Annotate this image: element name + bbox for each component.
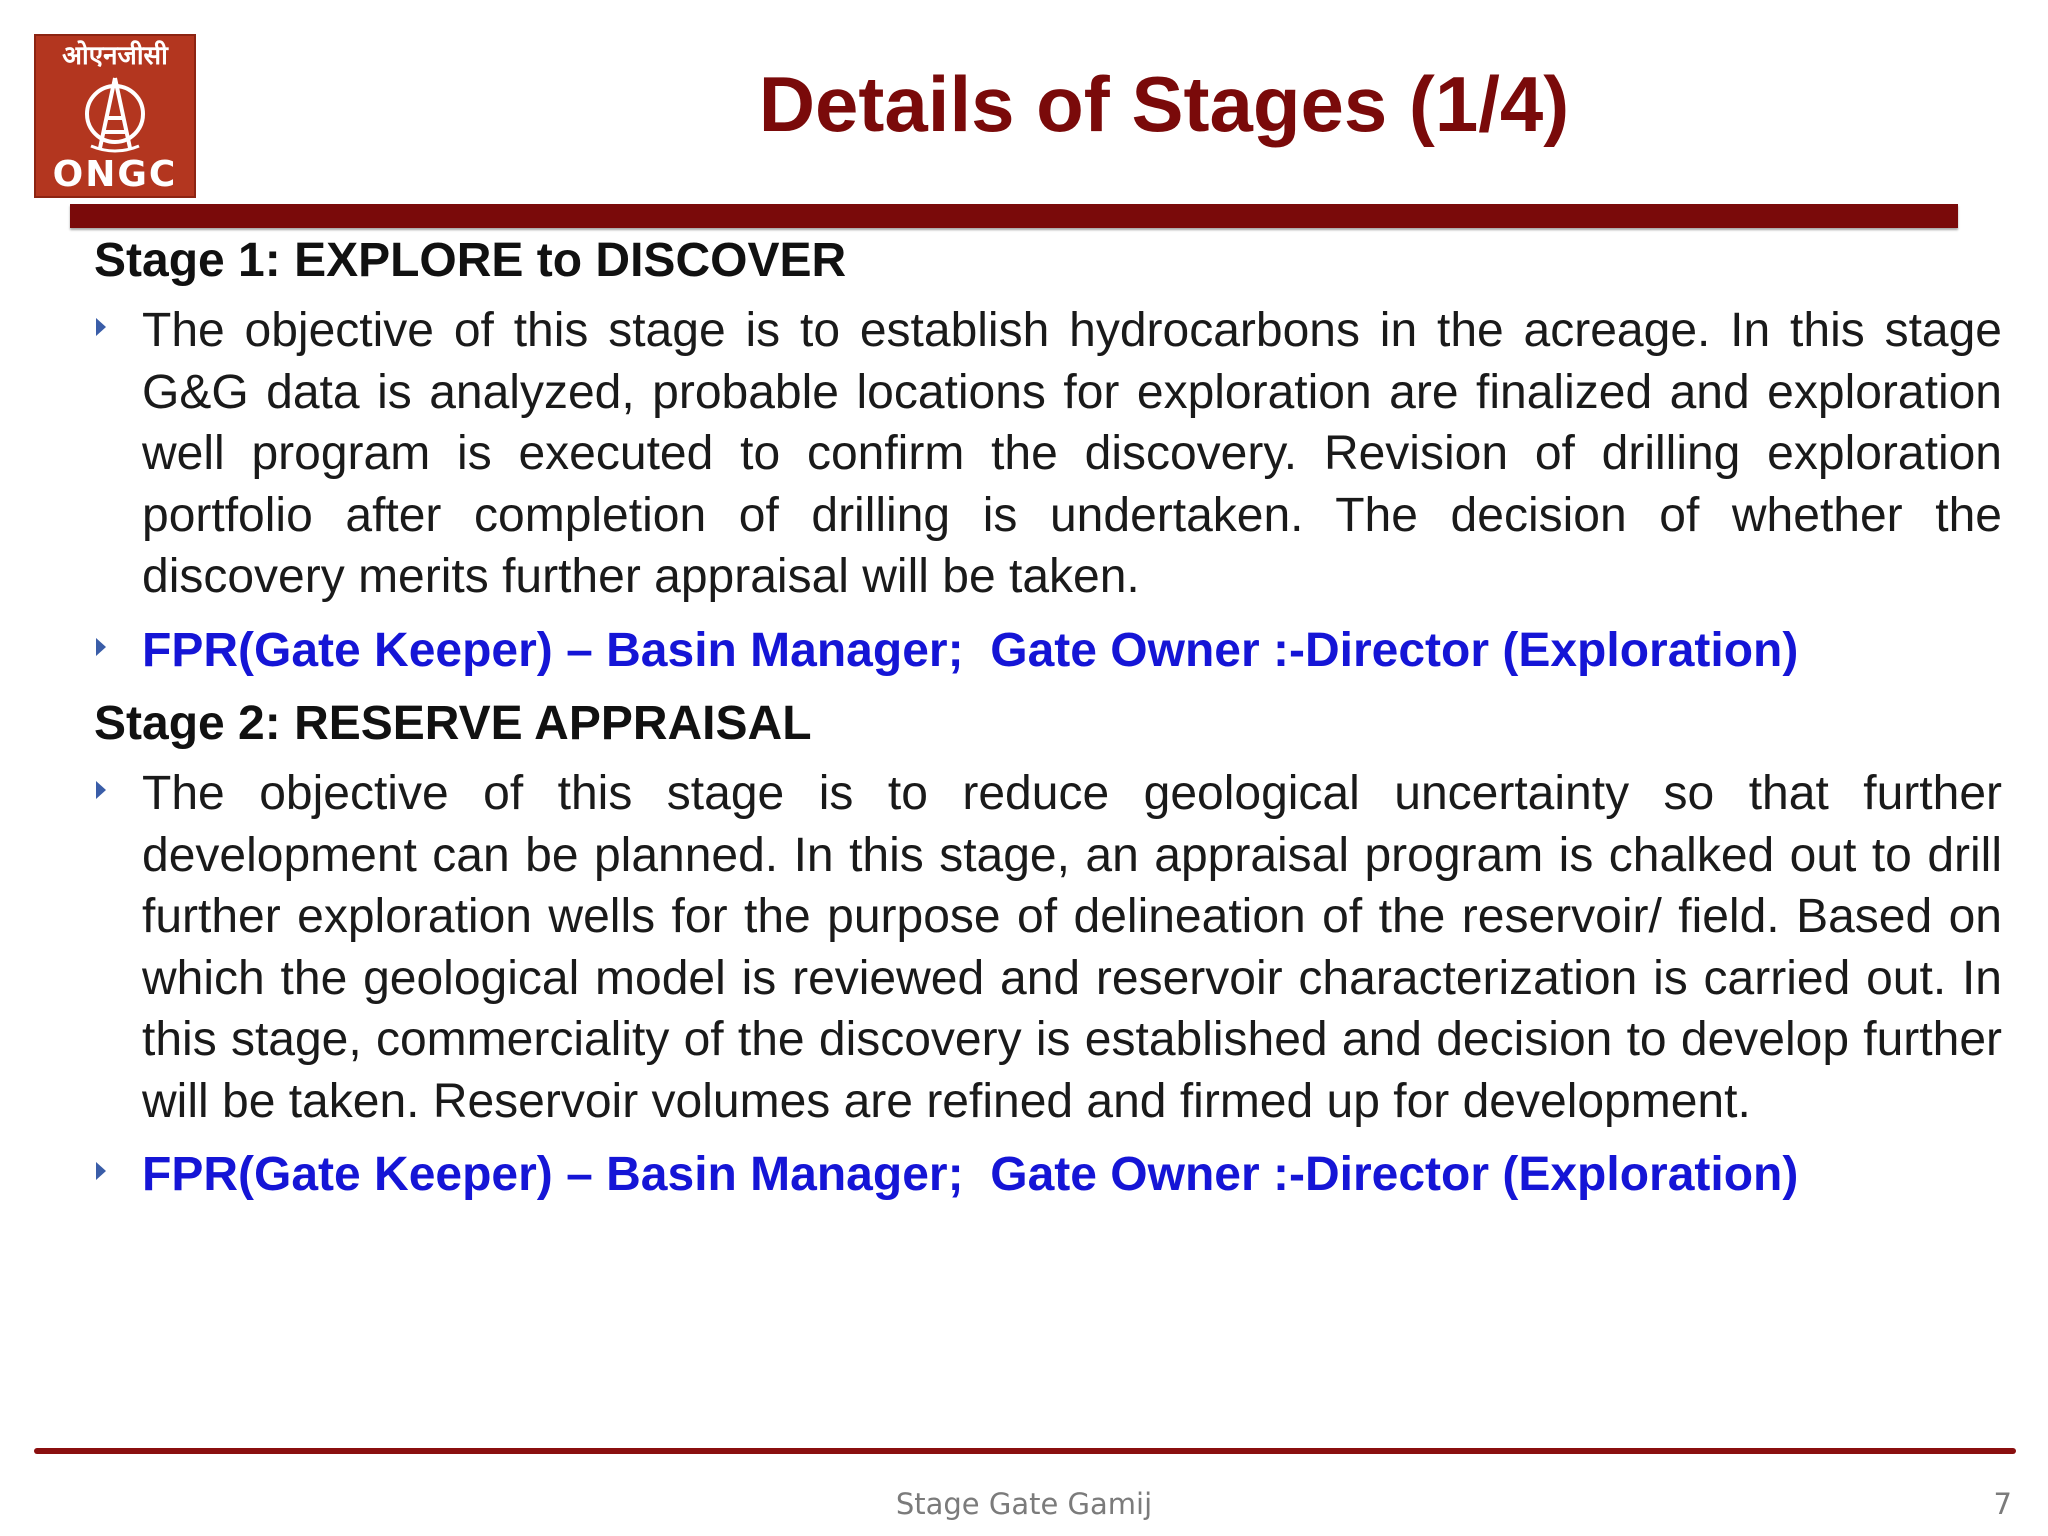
stage-2-gate-owner: FPR(Gate Keeper) – Basin Manager; Gate Owner :-Director (Exploration) bbox=[142, 1148, 1799, 1201]
ongc-logo-graphic bbox=[36, 36, 194, 196]
stage-1-description-bullet bbox=[94, 300, 2004, 608]
bullet-arrow-icon bbox=[96, 318, 106, 336]
slide-content bbox=[94, 228, 2004, 1218]
header-divider bbox=[70, 204, 1958, 228]
ongc-logo bbox=[34, 34, 196, 198]
stage-1-gate-bullet bbox=[94, 620, 2004, 682]
stage-2-description: The objective of this stage is to reduce geological uncertainty so that further development can be planned. In this stage, an appraisal program is chalked out to drill further exploration wells for the purpose of delineation of the reservoir/ field. Based on which the geological model is reviewed and reservoir characterization is carried out. In this stage, commerciality of the discovery is established and decision to develop further will be taken. Reservoir volumes are refined and firmed up for development. bbox=[142, 767, 2002, 1128]
bullet-arrow-icon bbox=[96, 781, 106, 799]
logo-latin-text: ONGC bbox=[52, 154, 178, 195]
stage-2-gate-bullet bbox=[94, 1144, 2004, 1206]
logo-hindi-text: ओएनजीसी bbox=[62, 41, 168, 71]
slide-title: Details of Stages (1/4) bbox=[758, 60, 1570, 148]
stage-1-description: The objective of this stage is to establish hydrocarbons in the acreage. In this stage G&G data is analyzed, probable locations for exploration are finalized and exploration well program is executed to confirm the discovery. Revision of drilling exploration portfolio after completion of drilling is undertaken. The decision of whether the discovery merits further appraisal will be taken. bbox=[142, 304, 2002, 603]
stage-2-description-bullet bbox=[94, 763, 2004, 1132]
stage-2-heading: Stage 2: RESERVE APPRAISAL bbox=[94, 697, 812, 750]
bullet-arrow-icon bbox=[96, 1162, 106, 1180]
stage-1-heading: Stage 1: EXPLORE to DISCOVER bbox=[94, 234, 847, 287]
page-number: 7 bbox=[1993, 1487, 2012, 1521]
footer-text: Stage Gate Gamij bbox=[895, 1487, 1153, 1521]
stage-1-gate-owner: FPR(Gate Keeper) – Basin Manager; Gate Owner :-Director (Exploration) bbox=[142, 623, 1799, 677]
bullet-arrow-icon bbox=[96, 638, 106, 656]
footer-divider bbox=[34, 1448, 2016, 1454]
